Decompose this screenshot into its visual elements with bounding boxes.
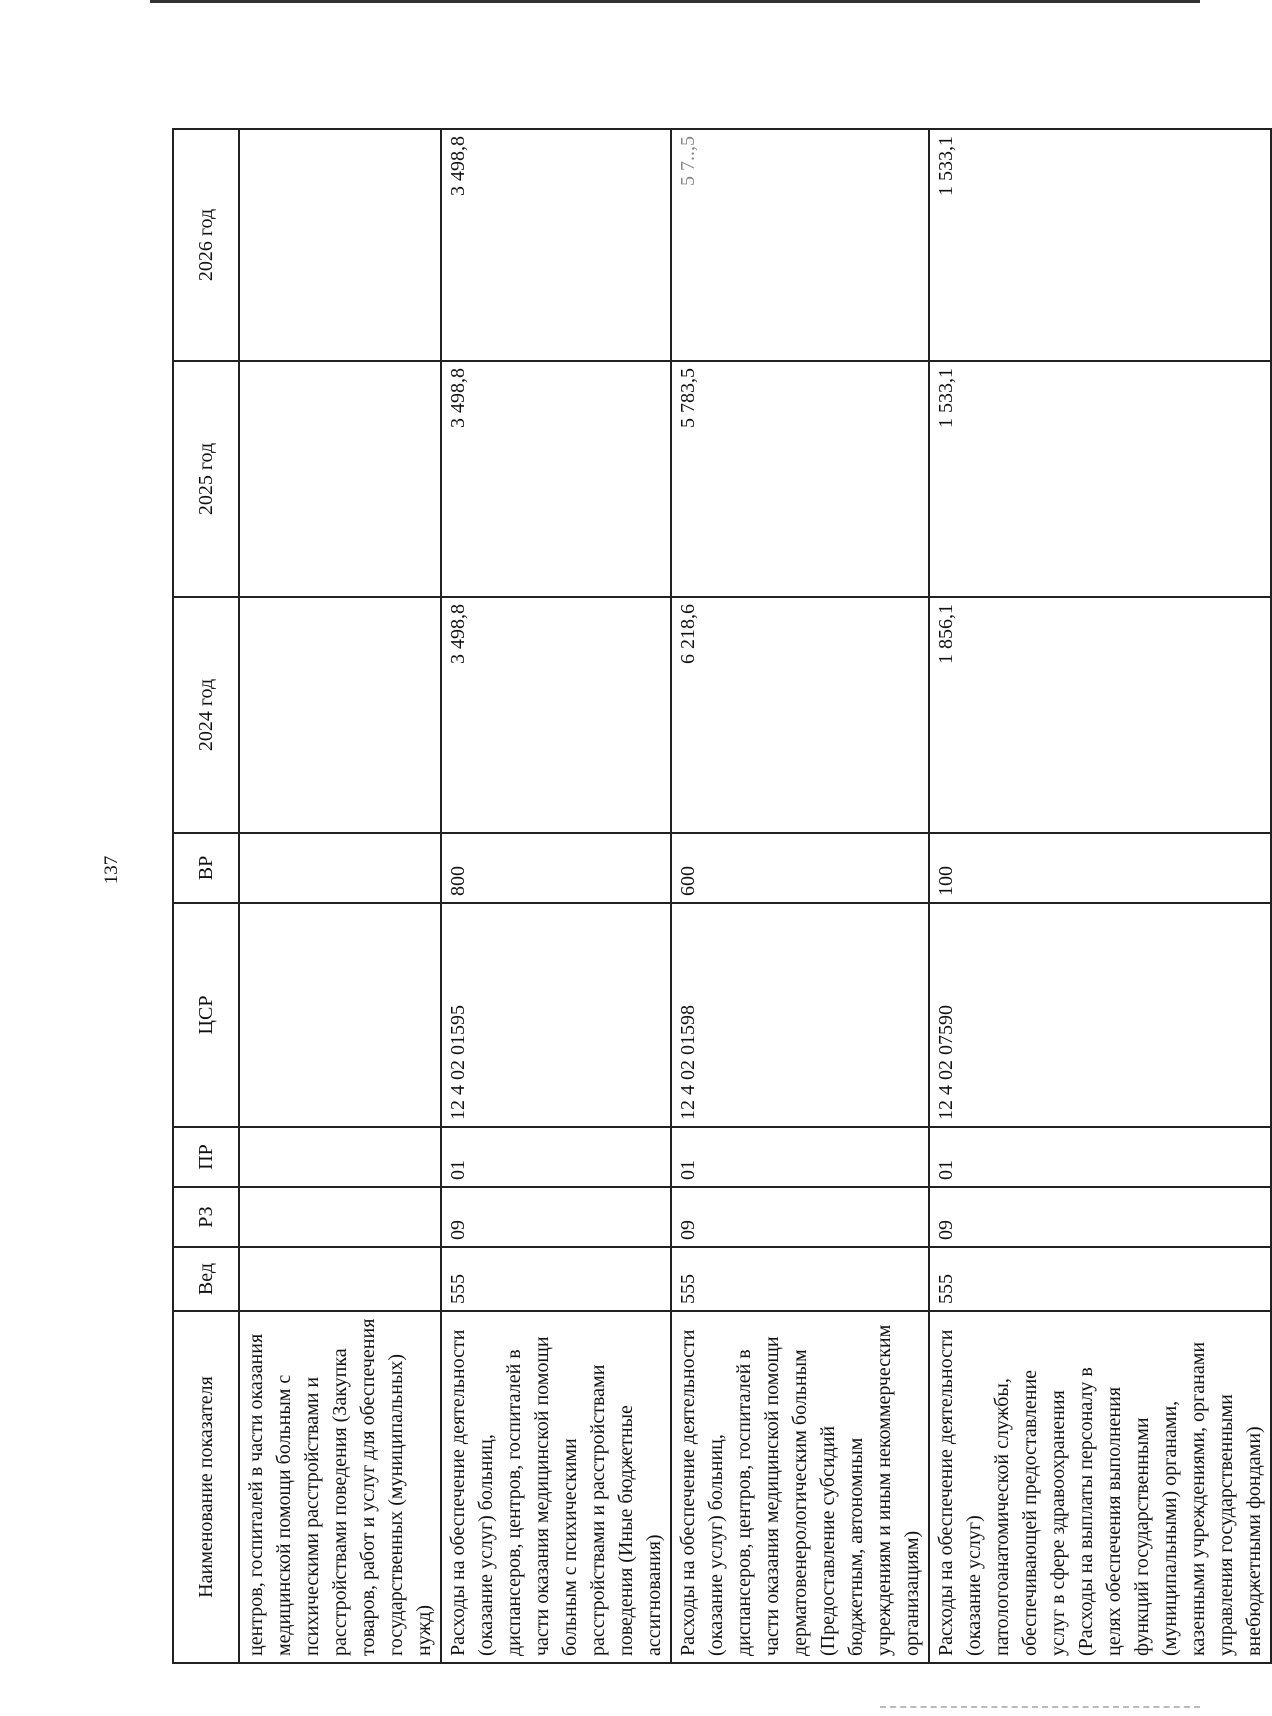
row-2025: 5 783,5 (671, 361, 929, 597)
row-2026 (239, 129, 441, 361)
row-2026: 5 7..,5 (671, 129, 929, 361)
row-2026: 3 498,8 (441, 129, 671, 361)
header-2025: 2025 год (173, 361, 239, 597)
row-rz (239, 1187, 441, 1247)
table-header-row (173, 129, 239, 1663)
table-row (671, 129, 929, 1663)
row-pr: 01 (671, 1127, 929, 1187)
table-row (239, 129, 441, 1663)
bottom-scan-rule (880, 1706, 1200, 1708)
row-csr: 12 4 02 01595 (441, 903, 671, 1127)
row-ved (239, 1247, 441, 1311)
row-csr (239, 903, 441, 1127)
header-vr: ВР (173, 833, 239, 903)
top-scan-rule (150, 0, 1200, 3)
row-2026: 1 533,1 (929, 129, 1271, 361)
row-csr: 12 4 02 01598 (671, 903, 929, 1127)
row-name: Расходы на обеспечение деятельности (оказание услуг) больниц, диспансеров, центров, госпиталей в части оказания медицинской помощи больным с психическими расстройствами и расстройствами поведения (Иные бюджетные ассигнования) (441, 1311, 671, 1663)
header-ved: Вед (173, 1247, 239, 1311)
row-ved: 555 (441, 1247, 671, 1311)
row-rz: 09 (441, 1187, 671, 1247)
row-rz: 09 (671, 1187, 929, 1247)
row-csr: 12 4 02 07590 (929, 903, 1271, 1127)
row-pr: 01 (929, 1127, 1271, 1187)
rotated-page (172, 130, 1265, 1664)
row-vr: 600 (671, 833, 929, 903)
row-pr: 01 (441, 1127, 671, 1187)
row-ved: 555 (671, 1247, 929, 1311)
row-2024: 6 218,6 (671, 597, 929, 833)
row-2025 (239, 361, 441, 597)
budget-table (172, 128, 1272, 1664)
row-vr: 800 (441, 833, 671, 903)
row-ved: 555 (929, 1247, 1271, 1311)
row-vr (239, 833, 441, 903)
row-name: Расходы на обеспечение деятельности (оказание услуг) больниц, диспансеров, центров, госпиталей в части оказания медицинской помощи дерматовенерологическим больным (Предоставление субсидий бюджетным, автономным учреждениям и иным некоммерческим организациям) (671, 1311, 929, 1663)
row-name: Расходы на обеспечение деятельности (оказание услуг) патологоанатомической службы, обеспечивающей предоставление услуг в сфере здравоохранения (Расходы на выплаты персоналу в целях обеспечения выполнения функций государственными (муниципальными) органами, казенными учреждениями, органами управления государственными внебюджетными фондами) (929, 1311, 1271, 1663)
row-rz: 09 (929, 1187, 1271, 1247)
table-row (929, 129, 1271, 1663)
row-2024: 1 856,1 (929, 597, 1271, 833)
row-pr (239, 1127, 441, 1187)
table-row (441, 129, 671, 1663)
header-rz: РЗ (173, 1187, 239, 1247)
row-2025: 1 533,1 (929, 361, 1271, 597)
header-2026: 2026 год (173, 129, 239, 361)
header-name: Наименование показателя (173, 1311, 239, 1663)
row-2024: 3 498,8 (441, 597, 671, 833)
header-csr: ЦСР (173, 903, 239, 1127)
header-2024: 2024 год (173, 597, 239, 833)
page-number: 137 (101, 855, 122, 885)
row-vr: 100 (929, 833, 1271, 903)
row-name: центров, госпиталей в части оказания медицинской помощи больным с психическими расстройствами и расстройствами поведения (Закупка товаров, работ и услуг для обеспечения государственных (муниципальных) нужд) (239, 1311, 441, 1663)
row-2025: 3 498,8 (441, 361, 671, 597)
row-2024 (239, 597, 441, 833)
header-pr: ПР (173, 1127, 239, 1187)
